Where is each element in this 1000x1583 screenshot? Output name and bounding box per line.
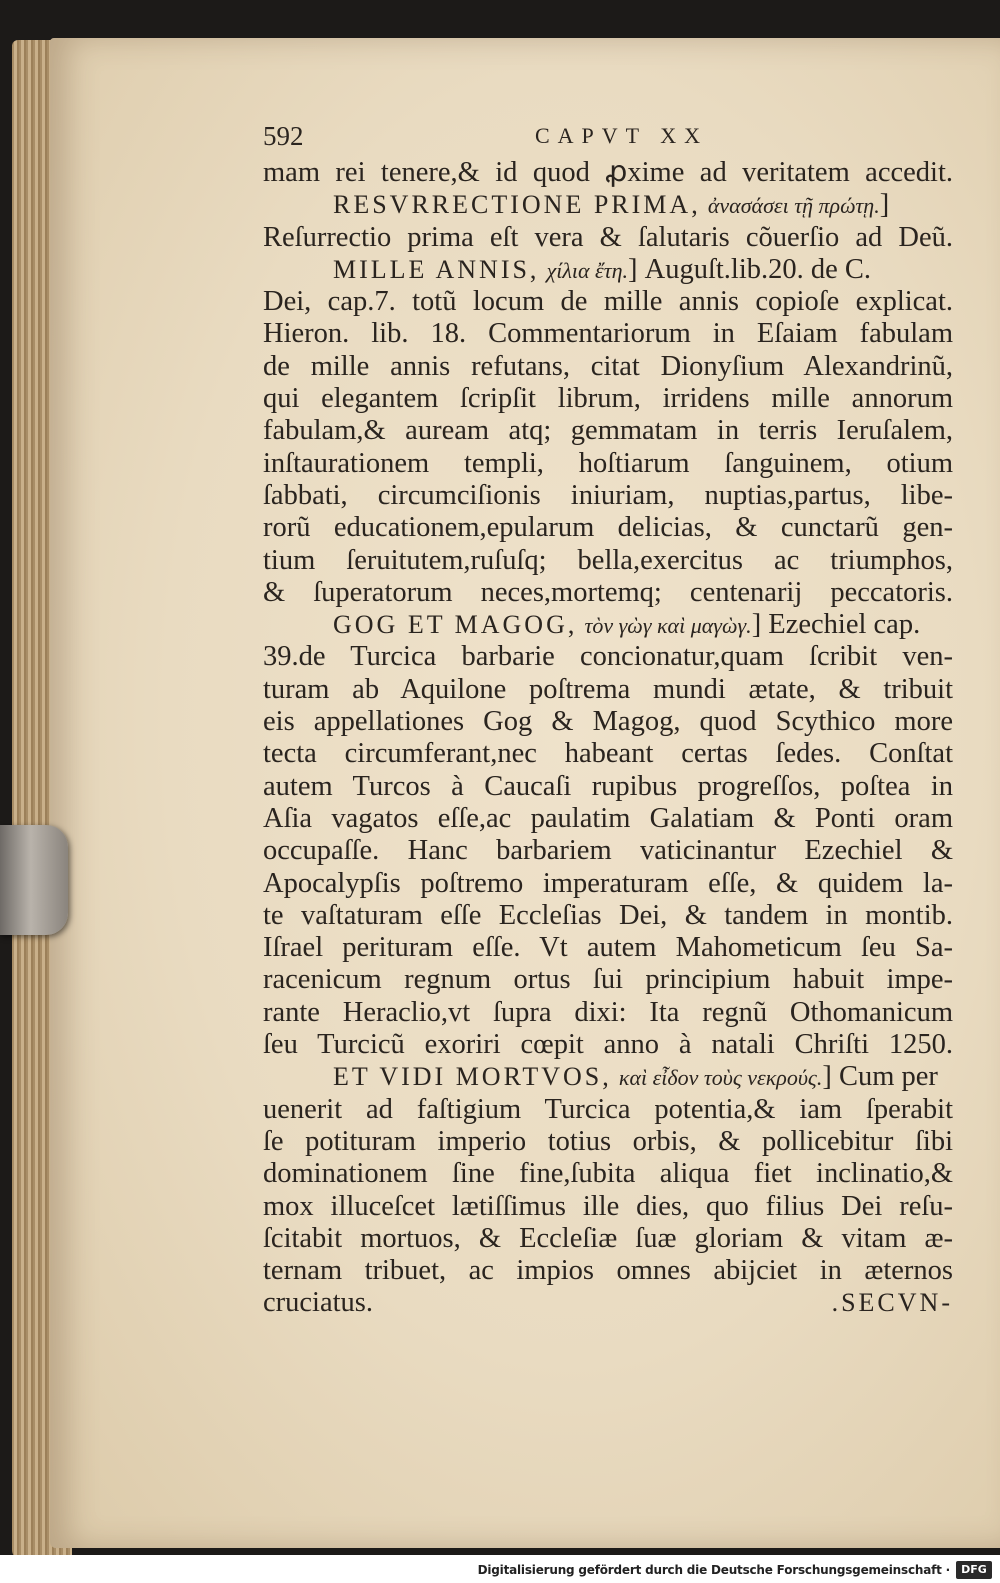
text-line: dominationem ſine fine,ſubita aliqua fiet inclinatio,& bbox=[263, 1158, 953, 1190]
text-line: racenicum regnum ortus ſui principium habuit impe- bbox=[263, 964, 953, 996]
text-line: te vaſtaturam eſſe Eccleſias Dei, & tandem in montib. bbox=[263, 899, 953, 931]
text-line: rante Heraclio,vt ſupra dixi: Ita regnũ Othomanicum bbox=[263, 996, 953, 1028]
text-line: Dei, cap.7. totũ locum de mille annis copioſe explicat. bbox=[263, 286, 953, 318]
text-line: GOG ET MAGOG, τὸν γὼγ καὶ μαγὼγ.] Ezechiel cap. bbox=[333, 609, 921, 641]
greek-lemma: καὶ εἶδον τοὺς νεκρούς. bbox=[618, 1065, 823, 1091]
text-line: mox illuceſcet lætiſſimus ille dies, quo filius Dei reſu- bbox=[263, 1190, 953, 1222]
page-number: 592 bbox=[263, 121, 304, 151]
digitization-footer bbox=[0, 1555, 1000, 1583]
text-line: Aſia vagatos eſſe,ac paulatim Galatiam & Ponti oram bbox=[263, 802, 953, 834]
text-line: turam ab Aquilone poſtrema mundi ætate, & tribuit bbox=[263, 673, 953, 705]
lemma: GOG ET MAGOG, bbox=[333, 610, 578, 640]
text-line: 39.de Turcica barbarie concionatur,quam ſcribit ven- bbox=[263, 641, 953, 673]
text-line: qui elegantem ſcripſit librum, irridens mille annorum bbox=[263, 383, 953, 415]
greek-lemma: χίλια ἔτη. bbox=[546, 257, 628, 283]
text-line: RESVRRECTIONE PRIMA, ἀνασάσει τῇ πρώτῃ.] bbox=[333, 189, 890, 221]
text-line: ET VIDI MORTVOS, καὶ εἶδον τοὺς νεκρούς.] Cum per bbox=[333, 1061, 938, 1093]
funding-credit: Digitalisierung gefördert durch die Deutsche Forschungsgemeinschaft · bbox=[477, 1563, 950, 1577]
greek-lemma: ἀνασάσει τῇ πρώτῃ. bbox=[707, 193, 880, 219]
text-line: ſabbati, circumciſionis iniuriam, nuptias,partus, libe- bbox=[263, 479, 953, 511]
text-line: & ſuperatorum neces,mortemq; centenarij peccatoris. bbox=[263, 576, 953, 608]
text-line: MILLE ANNIS, χίλια ἔτη.] Auguſt.lib.20. de C. bbox=[333, 253, 872, 285]
text-line: ternam tribuet, ac impios omnes abijciet in æternos bbox=[263, 1255, 953, 1287]
text-line: uenerit ad faſtigium Turcica potentia,& iam ſperabit bbox=[263, 1093, 953, 1125]
book-clasp bbox=[0, 825, 68, 935]
lemma: RESVRRECTIONE PRIMA, bbox=[333, 190, 701, 220]
text-line: de mille annis refutans, citat Dionyſium Alexandrinũ, bbox=[263, 350, 953, 382]
text-line: autem Turcos à Caucaſi rupibus progreſſos, poſtea in bbox=[263, 770, 953, 802]
text-line: occupaſſe. Hanc barbariem vaticinantur Ezechiel & bbox=[263, 835, 953, 867]
text-line: Iſrael perituram eſſe. Vt autem Mahometicum ſeu Sa- bbox=[263, 932, 953, 964]
lemma: ET VIDI MORTVOS, bbox=[333, 1062, 612, 1092]
body-text bbox=[263, 157, 953, 1320]
text-line: fabulam,& auream atq; gemmatam in terris Ieruſalem, bbox=[263, 415, 953, 447]
catchword: .SECVN- bbox=[831, 1288, 953, 1318]
text-line: inſtaurationem templi, hoſtiarum ſanguinem, otium bbox=[263, 447, 953, 479]
text-line: ſeu Turcicũ exoriri cœpit anno à natali Chriſti 1250. bbox=[263, 1029, 953, 1061]
text-line: Apocalypſis poſtremo imperaturam eſſe, & quidem la- bbox=[263, 867, 953, 899]
text-line: Reſurrectio prima eſt vera & ſalutaris cõuerſio ad Deũ. bbox=[263, 221, 953, 253]
dfg-logo: DFG bbox=[956, 1561, 992, 1579]
greek-lemma: τὸν γὼγ καὶ μαγὼγ. bbox=[584, 613, 752, 639]
text-line: rorũ educationem,epularum delicias, & cunctarũ gen- bbox=[263, 512, 953, 544]
text-line: ſcitabit mortuos, & Eccleſiæ ſuæ gloriam & vitam æ- bbox=[263, 1222, 953, 1254]
running-head bbox=[263, 121, 943, 157]
text-line-last: cruciatus. .SECVN- bbox=[263, 1287, 953, 1319]
lemma: MILLE ANNIS, bbox=[333, 254, 540, 284]
text-line: ſe potituram imperio totius orbis, & pollicebitur ſibi bbox=[263, 1125, 953, 1157]
text-line: mam rei tenere,& id quod ꝓxime ad veritatem accedit. bbox=[263, 157, 953, 188]
chapter-heading: CAPVT XX bbox=[535, 123, 709, 148]
text-line: Hieron. lib. 18. Commentariorum in Eſaiam fabulam bbox=[263, 318, 953, 350]
text-line: eis appellationes Gog & Magog, quod Scythico more bbox=[263, 706, 953, 738]
text-line: tium ſeruitutem,ruſuſq; bella,exercitus ac triumphos, bbox=[263, 544, 953, 576]
text-line: tecta circumferant,nec habeant certas ſedes. Conſtat bbox=[263, 738, 953, 770]
